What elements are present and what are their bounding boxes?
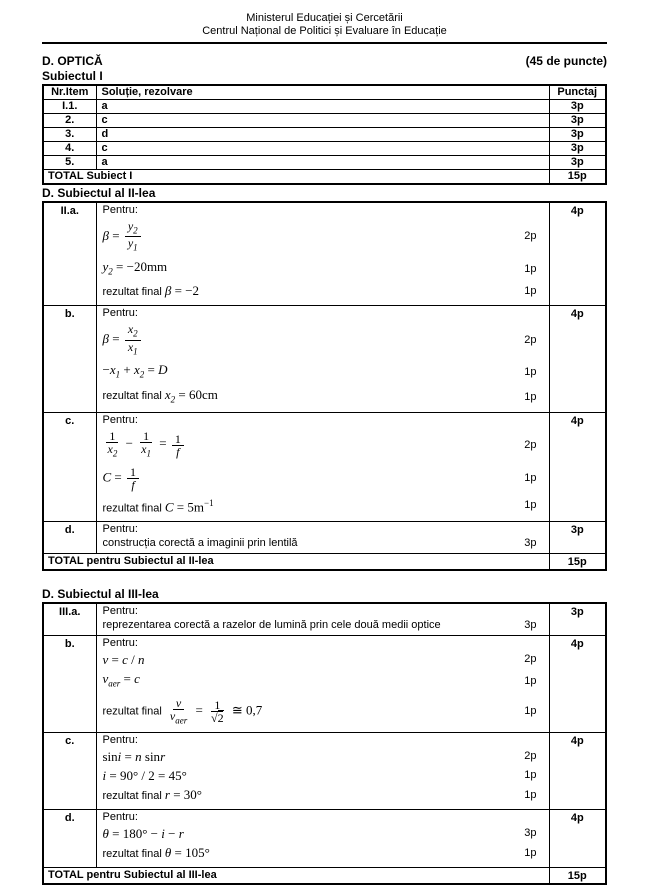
math-variable: f <box>176 444 180 459</box>
formula <box>103 652 145 667</box>
subscript: 2 <box>108 266 113 277</box>
total-row <box>43 868 606 885</box>
item-cell: I.1. <box>43 100 96 114</box>
formula <box>103 845 210 862</box>
formula <box>103 671 140 692</box>
subscript: 2 <box>139 369 145 380</box>
math-text: = <box>108 331 123 347</box>
answer-cell: c <box>96 114 549 128</box>
formula <box>103 259 168 280</box>
math-text: 1 <box>130 464 137 479</box>
line-points: 1p <box>524 471 537 484</box>
total-label-cell: TOTAL pentru Subiectul al II-lea <box>43 554 549 571</box>
math-variable: x <box>164 386 171 402</box>
table-row <box>43 733 606 810</box>
solution-line <box>103 785 549 806</box>
row-total-points-cell: 4p <box>549 733 606 810</box>
math-variable: β <box>102 227 109 243</box>
math-variable: r <box>164 787 170 803</box>
denominator <box>138 443 154 459</box>
math-text: = <box>144 362 159 378</box>
solution-line <box>103 257 549 282</box>
subscript: 1 <box>115 369 121 380</box>
plain-text: rezultat final <box>102 705 165 718</box>
item-cell: c. <box>43 733 96 810</box>
points-cell: 3p <box>549 114 606 128</box>
subscript: 1 <box>133 242 138 253</box>
points-cell: 3p <box>549 100 606 114</box>
pentru-label: Pentru: <box>102 523 138 536</box>
math-variable: i <box>161 826 165 842</box>
line-points: 2p <box>524 653 537 666</box>
subscript: aer <box>175 715 188 726</box>
math-text: − <box>102 362 110 378</box>
denominator <box>105 443 121 459</box>
math-variable: c <box>122 652 128 668</box>
solution-line <box>103 694 549 729</box>
math-variable: θ <box>102 826 109 842</box>
math-text: 2 <box>217 710 224 725</box>
numerator <box>125 220 141 237</box>
fraction <box>172 433 184 458</box>
item-cell: II.a. <box>43 202 96 306</box>
doc-total-points: (45 de puncte) <box>525 54 607 68</box>
math-text: = 105° <box>171 845 210 861</box>
math-variable: i <box>117 749 122 765</box>
solution-line <box>103 463 549 494</box>
line-points: 2p <box>524 230 537 243</box>
plain-text: rezultat final <box>102 848 165 861</box>
denominator <box>128 479 137 491</box>
solution-cell <box>96 603 549 636</box>
math-variable: x <box>109 362 116 378</box>
solution-line <box>103 766 549 785</box>
item-cell: c. <box>43 413 96 522</box>
table-row <box>43 202 606 306</box>
total-label-cell: TOTAL Subiect I <box>43 170 549 185</box>
table-row <box>43 522 606 554</box>
numerator <box>125 323 141 340</box>
math-text: = −20mm <box>112 258 168 274</box>
math-text: − <box>164 826 179 842</box>
solution-line <box>103 669 549 694</box>
math-text: = 5m <box>173 499 204 515</box>
line-points: 1p <box>524 262 537 275</box>
plain-text: rezultat final <box>102 389 165 402</box>
math-text: = <box>120 671 135 687</box>
line-points: 1p <box>524 499 537 512</box>
solution-line <box>103 618 549 632</box>
math-variable: D <box>158 362 168 378</box>
solution-line <box>103 824 549 843</box>
math-text: = 180° − <box>108 826 162 842</box>
pentru-label: Pentru: <box>102 637 138 650</box>
denominator <box>125 237 141 253</box>
solution-line <box>103 494 549 518</box>
column-header-punctaj: Punctaj <box>549 85 606 100</box>
math-text: sin <box>102 749 118 765</box>
title-row <box>42 54 607 68</box>
math-text: = <box>108 227 123 243</box>
line-points: 1p <box>524 704 537 717</box>
table-row <box>43 636 606 733</box>
fraction <box>125 323 141 357</box>
answer-cell: d <box>96 128 549 142</box>
subscript: 1 <box>133 346 138 357</box>
subscript: 2 <box>133 328 138 339</box>
superscript: −1 <box>204 497 214 508</box>
subject1-heading: Subiectul I <box>42 69 103 83</box>
line-points: 3p <box>524 536 537 549</box>
plain-text: rezultat final <box>102 502 165 515</box>
math-variable: θ <box>164 845 172 861</box>
table-row <box>43 603 606 636</box>
denominator <box>173 446 182 458</box>
pentru-label: Pentru: <box>102 605 138 618</box>
column-header-nritem: Nr.Item <box>43 85 96 100</box>
item-cell: b. <box>43 306 96 413</box>
line-points: 2p <box>524 438 537 451</box>
plain-text: rezultat final <box>102 790 165 803</box>
math-variable: v <box>102 671 109 687</box>
fraction <box>105 430 121 459</box>
math-variable: β <box>102 331 109 347</box>
solution-line <box>103 217 549 257</box>
points-cell: 3p <box>549 142 606 156</box>
line-points: 2p <box>524 750 537 763</box>
square-root <box>211 710 224 725</box>
table-row <box>43 100 606 114</box>
math-text: 1 <box>109 429 116 444</box>
item-cell: III.a. <box>43 603 96 636</box>
formula <box>103 768 187 783</box>
line-points: 1p <box>524 365 537 378</box>
math-text: + <box>120 362 134 378</box>
row-total-points-cell: 4p <box>549 306 606 413</box>
math-text: 1 <box>214 697 221 712</box>
pentru-label: Pentru: <box>102 414 138 427</box>
math-text: 1 <box>143 429 150 444</box>
line-points: 1p <box>524 390 537 403</box>
math-text: = <box>111 469 126 485</box>
item-cell: 4. <box>43 142 96 156</box>
item-cell: 5. <box>43 156 96 170</box>
math-variable: x <box>107 442 113 457</box>
math-variable: v <box>102 652 109 668</box>
line-points: 3p <box>524 618 537 631</box>
formula <box>103 826 184 841</box>
math-variable: x <box>127 339 134 354</box>
math-text: = −2 <box>171 283 200 299</box>
formula <box>103 696 263 727</box>
solution-line <box>103 650 549 669</box>
table-row <box>43 306 606 413</box>
formula <box>103 322 143 358</box>
answer-cell: c <box>96 142 549 156</box>
formula <box>103 749 166 764</box>
math-variable: C <box>164 499 174 515</box>
line-points: 2p <box>524 333 537 346</box>
solution-text: reprezentarea corectă a razelor de lumină prin cele două medii optice <box>102 619 441 632</box>
math-text: = 90° / 2 = 45° <box>106 768 187 784</box>
solution-cell <box>96 733 549 810</box>
fraction <box>208 699 227 724</box>
points-cell: 3p <box>549 128 606 142</box>
fraction <box>138 430 154 459</box>
math-variable: f <box>131 477 135 492</box>
math-variable: v <box>169 708 176 723</box>
table-row <box>43 142 606 156</box>
pentru-label: Pentru: <box>102 307 138 320</box>
answer-cell: a <box>96 100 549 114</box>
formula <box>103 787 202 804</box>
pentru-label: Pentru: <box>102 734 138 747</box>
page-header <box>42 12 607 38</box>
math-variable: β <box>164 283 172 299</box>
plain-text: rezultat final <box>102 286 165 299</box>
total-points-cell: 15p <box>549 868 606 885</box>
solution-cell <box>96 202 549 306</box>
header-ministry-line: Ministerul Educației și Cercetării <box>246 12 403 24</box>
math-variable: x <box>127 322 134 337</box>
radical-sign-icon: √ <box>211 710 218 725</box>
line-points: 1p <box>524 769 537 782</box>
fraction <box>127 466 139 491</box>
table-row <box>43 413 606 522</box>
solution-cell <box>96 306 549 413</box>
row-total-points-cell: 4p <box>549 636 606 733</box>
line-points: 3p <box>524 827 537 840</box>
solution-line <box>103 281 549 302</box>
solution-text: construcția corectă a imaginii prin lentilă <box>102 537 298 550</box>
solution-line <box>103 385 549 410</box>
math-variable: y <box>127 236 134 251</box>
subject3-table <box>42 602 607 885</box>
subject1-table <box>42 84 607 185</box>
math-text: = <box>121 749 136 765</box>
subject2-heading: D. Subiectul al II-lea <box>42 186 156 200</box>
row-total-points-cell: 4p <box>549 413 606 522</box>
answer-cell: a <box>96 156 549 170</box>
total-points-cell: 15p <box>549 170 606 185</box>
table-row <box>43 156 606 170</box>
math-text: ≅ 0,7 <box>228 702 263 718</box>
solution-cell <box>96 522 549 554</box>
formula <box>103 465 142 492</box>
math-variable: y <box>127 219 134 233</box>
item-cell: 3. <box>43 128 96 142</box>
subscript: 2 <box>112 448 118 459</box>
points-cell: 3p <box>549 156 606 170</box>
math-variable: r <box>178 826 184 842</box>
item-cell: d. <box>43 522 96 554</box>
math-text: = 30° <box>169 787 202 803</box>
math-text: 1 <box>174 431 181 446</box>
solution-line <box>103 360 549 385</box>
formula <box>103 283 200 300</box>
subject3-heading: D. Subiectul al III-lea <box>42 587 159 602</box>
denominator <box>208 712 227 724</box>
math-text: = 60cm <box>175 386 218 402</box>
subscript: 2 <box>133 225 138 236</box>
total-label-cell: TOTAL pentru Subiectul al III-lea <box>43 868 549 885</box>
formula <box>103 362 168 383</box>
row-total-points-cell: 4p <box>549 810 606 868</box>
formula <box>103 219 143 255</box>
math-variable: v <box>175 695 182 710</box>
subscript: 2 <box>170 394 176 405</box>
header-rule <box>42 42 607 44</box>
subject2-table <box>42 201 607 571</box>
total-row <box>43 170 606 185</box>
subscript: 1 <box>146 448 151 459</box>
solution-cell <box>96 636 549 733</box>
solution-cell <box>96 413 549 522</box>
pentru-label: Pentru: <box>102 204 138 216</box>
solution-line <box>103 427 549 462</box>
math-text: = <box>108 652 123 668</box>
math-variable: C <box>102 469 112 485</box>
line-points: 1p <box>524 847 537 860</box>
math-variable: x <box>141 442 147 457</box>
math-text: sin <box>141 749 161 765</box>
line-points: 1p <box>524 285 537 298</box>
line-points: 1p <box>524 789 537 802</box>
math-variable: y <box>102 258 109 274</box>
formula <box>103 429 186 460</box>
denominator <box>167 710 190 726</box>
math-text: = <box>156 436 170 452</box>
formula <box>103 496 214 516</box>
radicand <box>218 710 224 725</box>
math-text: = <box>192 702 207 718</box>
math-variable: c <box>134 671 140 687</box>
math-variable: r <box>160 749 166 765</box>
row-total-points-cell: 4p <box>549 202 606 306</box>
item-cell: d. <box>43 810 96 868</box>
denominator <box>125 341 141 357</box>
doc-title: D. OPTICĂ <box>42 54 103 68</box>
item-cell: 2. <box>43 114 96 128</box>
total-points-cell: 15p <box>549 554 606 571</box>
pentru-label: Pentru: <box>102 811 138 824</box>
fraction <box>167 697 190 726</box>
math-text: − <box>122 436 137 452</box>
table-header-row <box>43 85 606 100</box>
header-center-line: Centrul Național de Politici și Evaluare în Educație <box>202 25 447 37</box>
solution-line <box>103 843 549 864</box>
formula <box>103 387 218 408</box>
subscript: aer <box>108 678 121 689</box>
table-row <box>43 128 606 142</box>
column-header-solutie: Soluție, rezolvare <box>96 85 549 100</box>
table-row <box>43 114 606 128</box>
solution-cell <box>96 810 549 868</box>
solution-line <box>103 320 549 360</box>
row-total-points-cell: 3p <box>549 522 606 554</box>
math-variable: i <box>102 768 107 784</box>
item-cell: b. <box>43 636 96 733</box>
math-text: / <box>127 652 139 668</box>
solution-line <box>103 536 549 550</box>
row-total-points-cell: 3p <box>549 603 606 636</box>
fraction <box>125 220 141 254</box>
line-points: 1p <box>524 674 537 687</box>
math-variable: n <box>138 652 145 668</box>
table-row <box>43 810 606 868</box>
math-variable: x <box>133 362 140 378</box>
math-variable: n <box>135 749 142 765</box>
total-row <box>43 554 606 571</box>
